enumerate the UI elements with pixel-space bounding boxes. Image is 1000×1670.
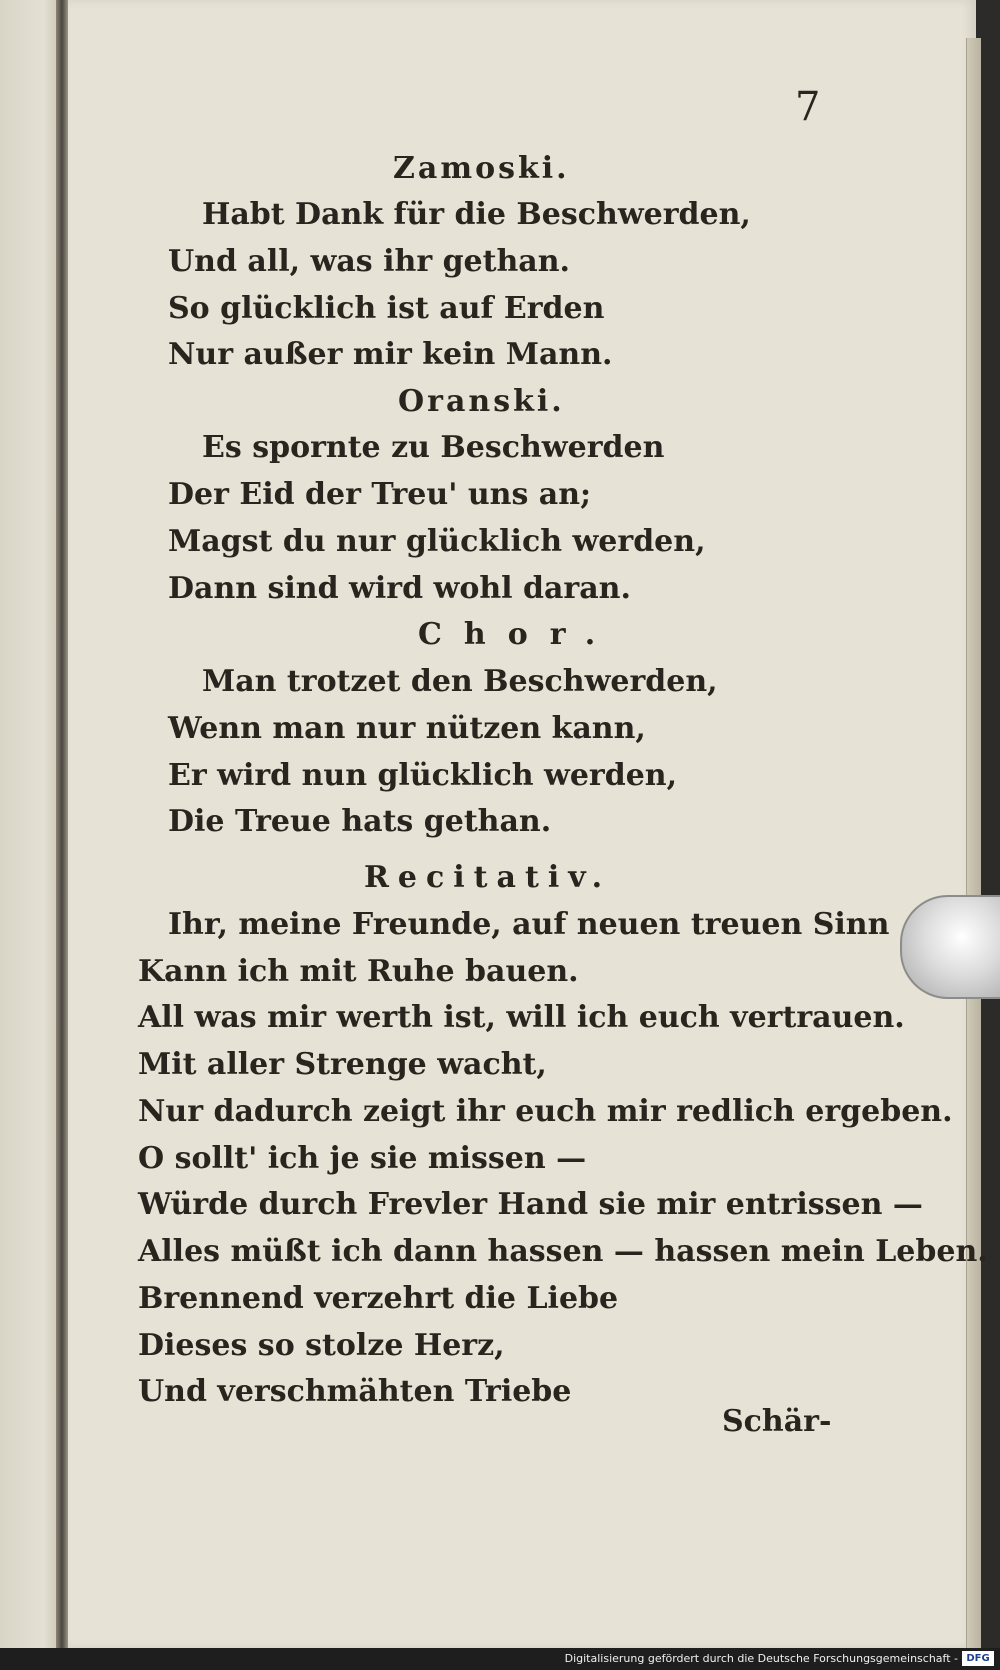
verse-line: Dieses so stolze Herz, — [138, 1328, 505, 1363]
verse-line: O sollt' ich je sie missen — — [138, 1141, 587, 1176]
verse-line: Würde durch Frevler Hand sie mir entrissen — — [138, 1187, 923, 1222]
verse-line: Und verschmähten Triebe — [138, 1374, 572, 1409]
verse-line: Wenn man nur nützen kann, — [168, 711, 646, 746]
verse-line: Alles müßt ich dann hassen — hassen mein Leben. — [138, 1234, 988, 1269]
heading-recitativ: Recitativ. — [364, 860, 612, 895]
verse-line: Habt Dank für die Beschwerden, — [202, 197, 751, 232]
verse-line: Die Treue hats gethan. — [168, 804, 552, 839]
verse-line: Brennend verzehrt die Liebe — [138, 1281, 619, 1316]
speaker-zamoski: Zamoski. — [393, 151, 570, 186]
verse-line: Und all, was ihr gethan. — [168, 244, 570, 279]
verse-line: Dann sind wird wohl daran. — [168, 571, 631, 606]
verse-line: Es spornte zu Beschwerden — [202, 430, 665, 465]
book-gutter — [56, 0, 68, 1648]
verse-line: Man trotzet den Beschwerden, — [202, 664, 718, 699]
verse-line: Der Eid der Treu' uns an; — [168, 477, 592, 512]
verse-line: Mit aller Strenge wacht, — [138, 1047, 547, 1082]
page-clip — [900, 895, 1000, 999]
verse-line: All was mir werth ist, will ich euch vertrauen. — [138, 1000, 905, 1035]
speaker-chor: Chor. — [418, 617, 618, 652]
catchword: Schär- — [722, 1404, 832, 1439]
digitization-footer — [0, 1648, 1000, 1670]
verse-line: Ihr, meine Freunde, auf neuen treuen Sinn — [168, 907, 890, 942]
verse-line: Er wird nun glücklich werden, — [168, 758, 678, 793]
verse-line: So glücklich ist auf Erden — [168, 291, 605, 326]
page-stack-edge — [966, 38, 981, 1648]
funding-notice: Digitalisierung gefördert durch die Deutsche Forschungsgemeinschaft - — [564, 1652, 958, 1665]
verse-line: Nur außer mir kein Mann. — [168, 337, 613, 372]
verse-line: Magst du nur glücklich werden, — [168, 524, 706, 559]
dfg-logo: DFG — [962, 1651, 994, 1666]
speaker-oranski: Oranski. — [398, 384, 565, 419]
verse-line: Kann ich mit Ruhe bauen. — [138, 954, 579, 989]
previous-page-edge — [0, 0, 62, 1648]
page-number: 7 — [795, 84, 821, 130]
verse-line: Nur dadurch zeigt ihr euch mir redlich ergeben. — [138, 1094, 953, 1129]
